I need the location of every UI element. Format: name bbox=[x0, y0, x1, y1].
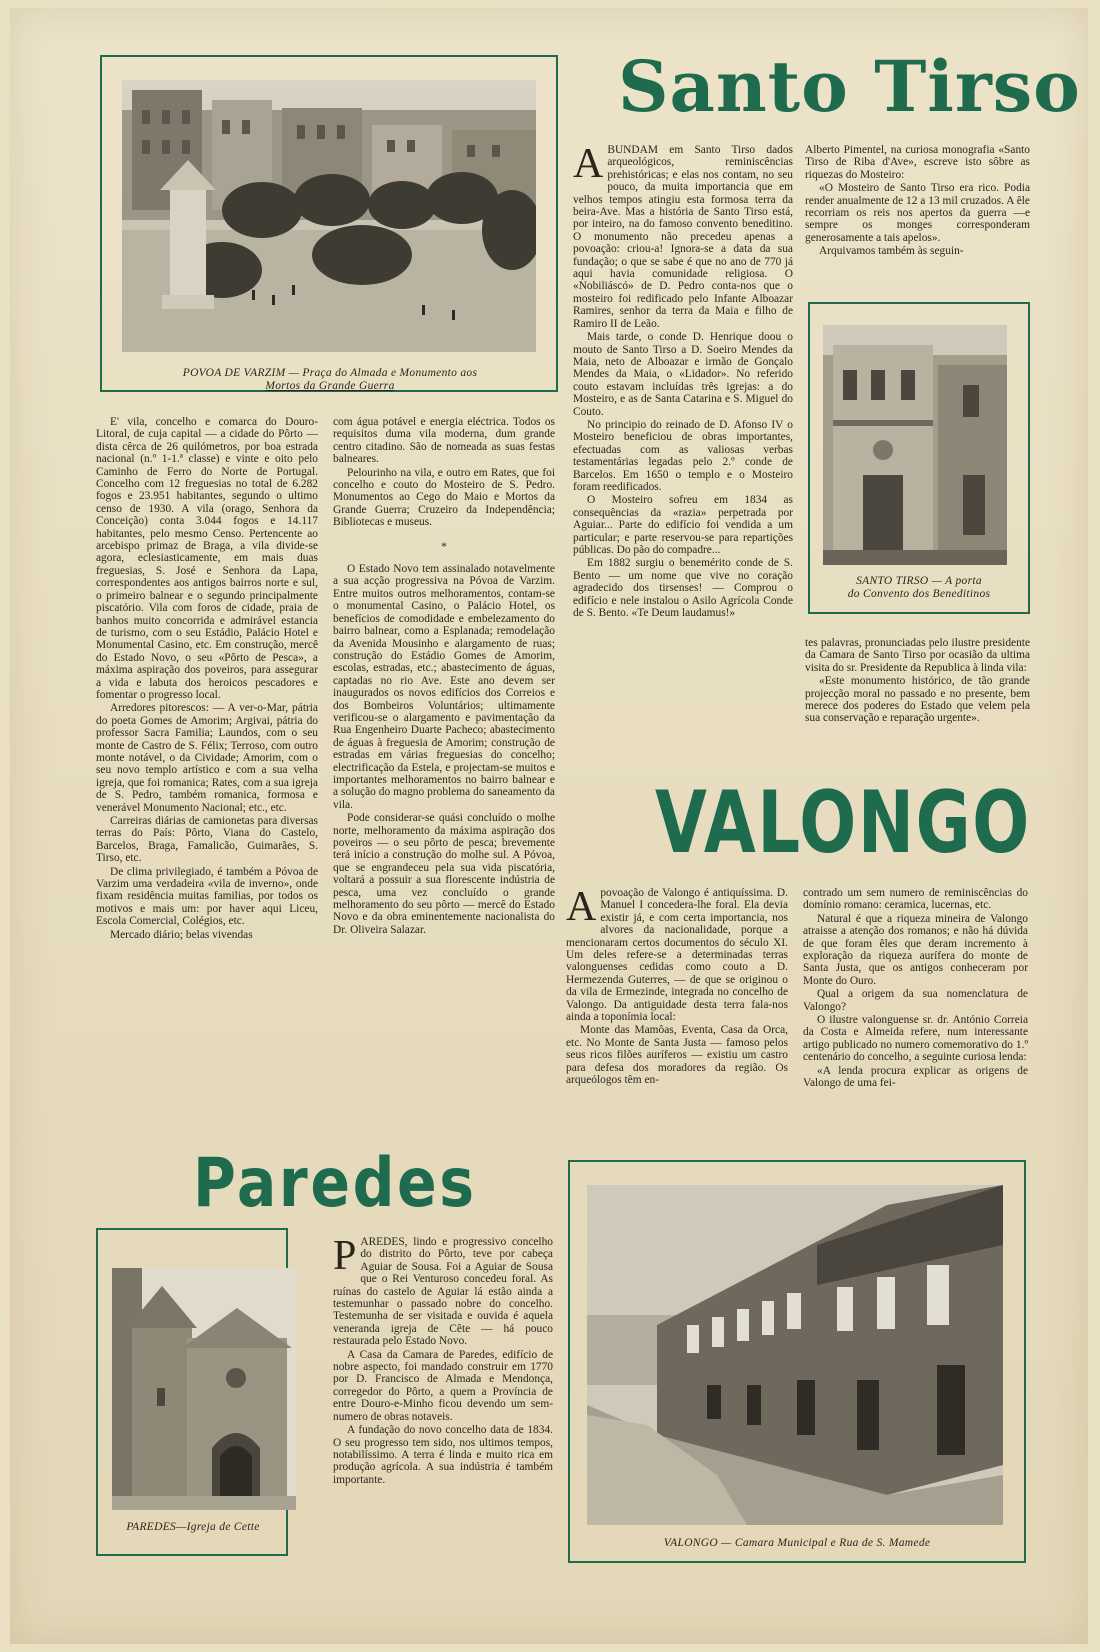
santo-tirso-caption-line2: do Convento dos Beneditinos bbox=[847, 588, 991, 600]
valongo-paragraph: povoação de Valongo é antiquíssima. D. Manuel I concedera-lhe foral. Ela devia existir já, e com certa importancia, nos alvores da nacionalidade, porque a mencionaram certos documentos do século XI. Um deles refere-se a determinadas terras valonguenses cedidas como couto a D. Hermezenda Guterres, — de que se originou o da vila de Ermezinde, integrada no concelho de Valongo. Da antiguidade desta terra fala-nos ainda a toponímia local: bbox=[566, 887, 788, 1024]
santo-tirso-title: Santo Tirso bbox=[618, 45, 1081, 128]
valongo-title: VALONGO bbox=[655, 773, 1031, 873]
valongo-column-2 bbox=[803, 887, 1028, 1091]
valongo-paragraph: contrado um sem numero de reminiscências do domínio romano: ceramica, lucernas, etc. bbox=[803, 887, 1028, 912]
povoa-paragraph: Pode considerar-se quási concluído o molhe norte, melhoramento da máxima aspiração dos poveiros — o seu pôrto de pesca; brevemente terá início a construção do molhe sul. A Póvoa, que se engrandeceu pela sua vida piscatória, voltará a possuir a sua florescente indústria de pesca, uma vez concluído o grande melhoramento do seu pôrto — mercê do Estado Novo e da obra eminentemente nacionalista do Dr. Oliveira Salazar. bbox=[333, 812, 555, 936]
santo-tirso-paragraph: Arquivamos também às seguin- bbox=[819, 245, 964, 258]
santo-tirso-dropcap: A bbox=[573, 141, 604, 187]
santo-tirso-column-2 bbox=[805, 144, 1030, 259]
povoa-column-2 bbox=[333, 416, 555, 937]
paredes-photo-caption: PAREDES—Igreja de Cette bbox=[126, 1521, 260, 1533]
church-of-cette-image bbox=[112, 1268, 296, 1510]
valongo-column-1 bbox=[566, 884, 788, 1088]
paredes-title: Paredes bbox=[193, 1144, 477, 1223]
povoa-caption-line1: POVOA DE VARZIM — Praça do Almada e Monumento aos bbox=[182, 367, 478, 379]
valongo-paragraph: Qual a origem da sua nomenclatura de Valongo? bbox=[803, 988, 1028, 1013]
povoa-paragraph: Pelourinho na vila, e outro em Rates, que foi concelho e couto do Mosteiro de S. Pedro. Monumentos ao Cego do Maio e Mortos da Grande Guerra; Cruzeiro da Independência; Bibliotecas e museus. bbox=[333, 466, 555, 529]
povoa-column-1 bbox=[96, 416, 318, 942]
povoa-square-image bbox=[122, 80, 536, 352]
santo-tirso-photo bbox=[823, 325, 1007, 565]
paredes-paragraph: AREDES, lindo e progressivo concelho do distrito do Pôrto, teve por cabeça Aguiar de Sousa. Foi a Aguiar de Sousa que o Rei Venturoso concedeu foral. As ruínas do castelo de Aguiar lá estão ainda a testemunhar o passado nobre do concelho. Testemunha de ser visitada e ouvida é aquela veneranda igreja de Cête — há pouco restaurada pelo Estado Novo. bbox=[333, 1236, 553, 1348]
santo-tirso-paragraph: Mais tarde, o conde D. Henrique doou o mouto de Santo Tirso a D. Soeiro Mendes da Maia, neto de Alboazar e irmão de Gonçalo Mendes da Maia, o «Lidador». No referido couto estavam incluídas três igrejas: a do Mosteiro, e as de Santa Catarina e S. Miguel do Couto. bbox=[573, 331, 793, 418]
valongo-paragraph: «A lenda procura explicar as origens de Valongo de uma fei- bbox=[803, 1064, 1028, 1090]
povoa-paragraph: Mercado diário; belas vivendas bbox=[110, 928, 253, 941]
santo-tirso-column-2-continued bbox=[805, 637, 1030, 726]
valongo-dropcap: A bbox=[566, 884, 597, 930]
povoa-photo bbox=[122, 80, 536, 352]
santo-tirso-paragraph: No principio do reinado de D. Afonso IV o Mosteiro beneficiou de obras importantes, efectuadas com as valiosas verbas testamentárias legadas pelo 2.º conde de Barcelos. Em 1650 o templo e o Mosteiro foram reedificados. bbox=[573, 418, 793, 493]
valongo-town-hall-image bbox=[587, 1185, 1003, 1525]
povoa-paragraph: Carreiras diárias de camionetas para diversas terras do País: Pôrto, Viana do Castelo, Barcelos, Braga, Famalicão, Guimarães, S. Tirso, etc. bbox=[96, 815, 318, 865]
paredes-column bbox=[333, 1233, 553, 1487]
valongo-photo bbox=[587, 1185, 1003, 1525]
povoa-paragraph: De clima privilegiado, é também a Póvoa de Varzim uma verdadeira «vila de inverno», onde fixam residência muitas familias, por todos os motivos e mais um: por haver aqui Liceu, Escola Comercial, Colégios, etc. bbox=[96, 865, 318, 928]
santo-tirso-column-1 bbox=[573, 141, 793, 620]
santo-tirso-paragraph: tes palavras, pronunciadas pelo ilustre presidente da Camara de Santo Tirso por ocasião da ultima visita do sr. Presidente da Republica à linda vila: bbox=[805, 637, 1030, 674]
valongo-paragraph: Monte das Mamôas, Eventa, Casa da Orca, etc. No Monte de Santa Justa — famoso pelos seus ricos filões auríferos — existiu um castro para defesa dos moradores da região. Os arqueólogos têm en- bbox=[566, 1024, 788, 1087]
paredes-paragraph: A Casa da Camara de Paredes, edifício de nobre aspecto, foi mandado construir em 1770 por D. Francisco de Almada e Mendonça, corregedor do Pôrto, a quem a Província de entre Douro-e-Minho ficou devendo um sem-numero de obras notaveis. bbox=[333, 1348, 553, 1423]
valongo-paragraph: O ilustre valonguense sr. dr. António Correia da Costa e Almeida refere, num interessante artigo publicado no numero comemorativo do 1.º centenário do concelho, a seguinte curiosa lenda: bbox=[803, 1014, 1028, 1064]
santo-tirso-paragraph: «Este monumento histórico, de tão grande projecção moral no passado e no presente, bem merece dos poderes do Estado que velem pela sua conservação e reparação urgente». bbox=[805, 675, 1030, 725]
santo-tirso-caption-line1: SANTO TIRSO — A porta bbox=[856, 575, 982, 587]
paredes-photo bbox=[112, 1268, 296, 1510]
convent-door-image bbox=[823, 325, 1007, 565]
santo-tirso-paragraph: «O Mosteiro de Santo Tirso era rico. Podia render anualmente de 12 a 13 mil cruzados. A êle recorriam os reis nos apertos da guerra —e sempre os monges corresponderam generosamente a tais apelos». bbox=[805, 182, 1030, 244]
santo-tirso-paragraph: BUNDAM em Santo Tirso dados arqueológicos, reminiscências prehistóricas; e elas nos contam, no seu pouco, da muita importancia que em velhos tempos atingiu esta formosa terra da beira-Ave. Mas a história de Santo Tirso está, por inteiro, na do famoso convento beneditino. O monumento não precedeu apenas a povoação: criou-a! Ignora-se a data da sua fundação; o que se sabe é que no ano de 770 já aqui havia comunidade religiosa. O «Nobiliáscó» de D. Pedro conta-nos que o mosteiro foi redificado pelo Infante Alboazar Ramires, senhor da terra da Maia e filho de Ramiro II de Leão. bbox=[573, 144, 793, 330]
povoa-paragraph: O Estado Novo tem assinalado notavelmente a sua acção progressiva na Póvoa de Varzim. Entre muitos outros melhoramentos, contam-se o monumental Casino, o Palácio Hotel, os benefícios de comodidade e embelezamento do bairro balnear, como a Esplanada; remodelação da Avenida Mousinho e alargamento de ruas; construção do Estádio Gomes de Amorim, escolas, estradas, etc.; abastecimento de águas, captadas no rio Ave. Este ano devem ser inaugurados os novos edifícios dos Correios e dos Bombeiros Voluntários; ultimamente verificou-se o alargamento e pavimentação da Rua Engenheiro Duarte Pacheco; abastecimento de águas à freguesia de Amorim; construção de estradas em várias freguesias do concelho; electrificação da Estela, e projectam-se muitos e importantes melhoramentos no bairro balnear e a solução do magno problema do saneamento da vila. bbox=[333, 563, 555, 811]
valongo-paragraph: Natural é que a riqueza mineira de Valongo atraisse a atenção dos romanos; e não há dúvida de que foram êles que deram incremento à exploração da riqueza aurífera do monte de Santa Justa, que os antigos conheceram por Monte do Ouro. bbox=[803, 912, 1028, 987]
povoa-paragraph: com água potável e energia eléctrica. Todos os requisitos duma vila moderna, dum grande centro citadino. São de nomeada as suas festas balneares. bbox=[333, 416, 555, 466]
povoa-paragraph: E' vila, concelho e comarca do Douro-Litoral, de cuja capital — a cidade do Pôrto — dista cêrca de 26 quilómetros, por boa estrada nacional (n.º 1-1.ª classe) e vinte e oito pelo Caminho de Ferro do Norte de Portugal. Concelho com 12 freguesias no total de 6.282 fogos e 23.951 habitantes, segundo o ultimo censo de 1930. A vila (orago, Senhora da Conceição) conta 3.044 fogos e 14.117 habitantes, pelo mesmo Censo. Pertencente ao arcebispo primaz de Braga, a vila divide-se agora, eclesiasticamente, em mais duas freguesias, S. José e Senhora da Lapa, correspondentes aos antigos bairros norte e sul, o primeiro balnear e o segundo principalmente piscatório. Vila com foros de cidade, praia de banhos muito concorrida e admirável estancia de turismo, com o seu Estádio, Palácio Hotel e Monumental Casino, etc. Em construção, mercê do Estado Novo, o seu «Pôrto de Pesca», a máxima aspiração dos poveiros, para assegurar a vida e labuta dos heroicos pescadores e fomentar o progresso local. bbox=[96, 416, 318, 701]
santo-tirso-paragraph: O Mosteiro sofreu em 1834 as consequências da «razia» perpetrada por Aguiar... Parte do edifício foi vendida a um particular; e parte reservou-se para repartições públicas. Do pão do compadre... bbox=[573, 494, 793, 556]
santo-tirso-paragraph: Alberto Pimentel, na curiosa monografia «Santo Tirso de Riba d'Ave», escreve isto sôbre as riquezas do Mosteiro: bbox=[805, 144, 1030, 181]
povoa-paragraph: Arredores pitorescos: — A ver-o-Mar, pátria do poeta Gomes de Amorim; Argivai, pátria do professor Sacra Familia; Laundos, com o seu monte de Castro de S. Félix; Terroso, com outro monte notável, o da Cividade; Amorim, com o seu novo templo artístico e com a sua velha igreja, que foi romanica; Rates, com a sua igreja de S. Pedro, também romanica, formosa e venerável Monumento Nacional; etc., etc. bbox=[96, 702, 318, 814]
povoa-caption-line2: Mortos da Grande Guerra bbox=[265, 380, 395, 392]
povoa-separator: * bbox=[441, 540, 447, 553]
paredes-dropcap: P bbox=[333, 1233, 357, 1279]
valongo-photo-caption: VALONGO — Camara Municipal e Rua de S. Mamede bbox=[663, 1537, 931, 1549]
povoa-photo-caption bbox=[110, 367, 550, 393]
paredes-paragraph: A fundação do novo concelho data de 1834. O seu progresso tem sido, nos ultimos tempos, notabilíssimo. A terra é linda e muito rica em produção agrícola. A sua indústria é também importante. bbox=[333, 1424, 553, 1486]
santo-tirso-photo-caption bbox=[815, 575, 1023, 601]
santo-tirso-paragraph: Em 1882 surgiu o benemérito conde de S. Bento — um nome que vive no coração agradecido dos tirsenses! — Comprou o edifício e nele instalou o Asilo Agrícola Conde de S. Bento. «Te Deum laudamus!» bbox=[573, 557, 793, 620]
